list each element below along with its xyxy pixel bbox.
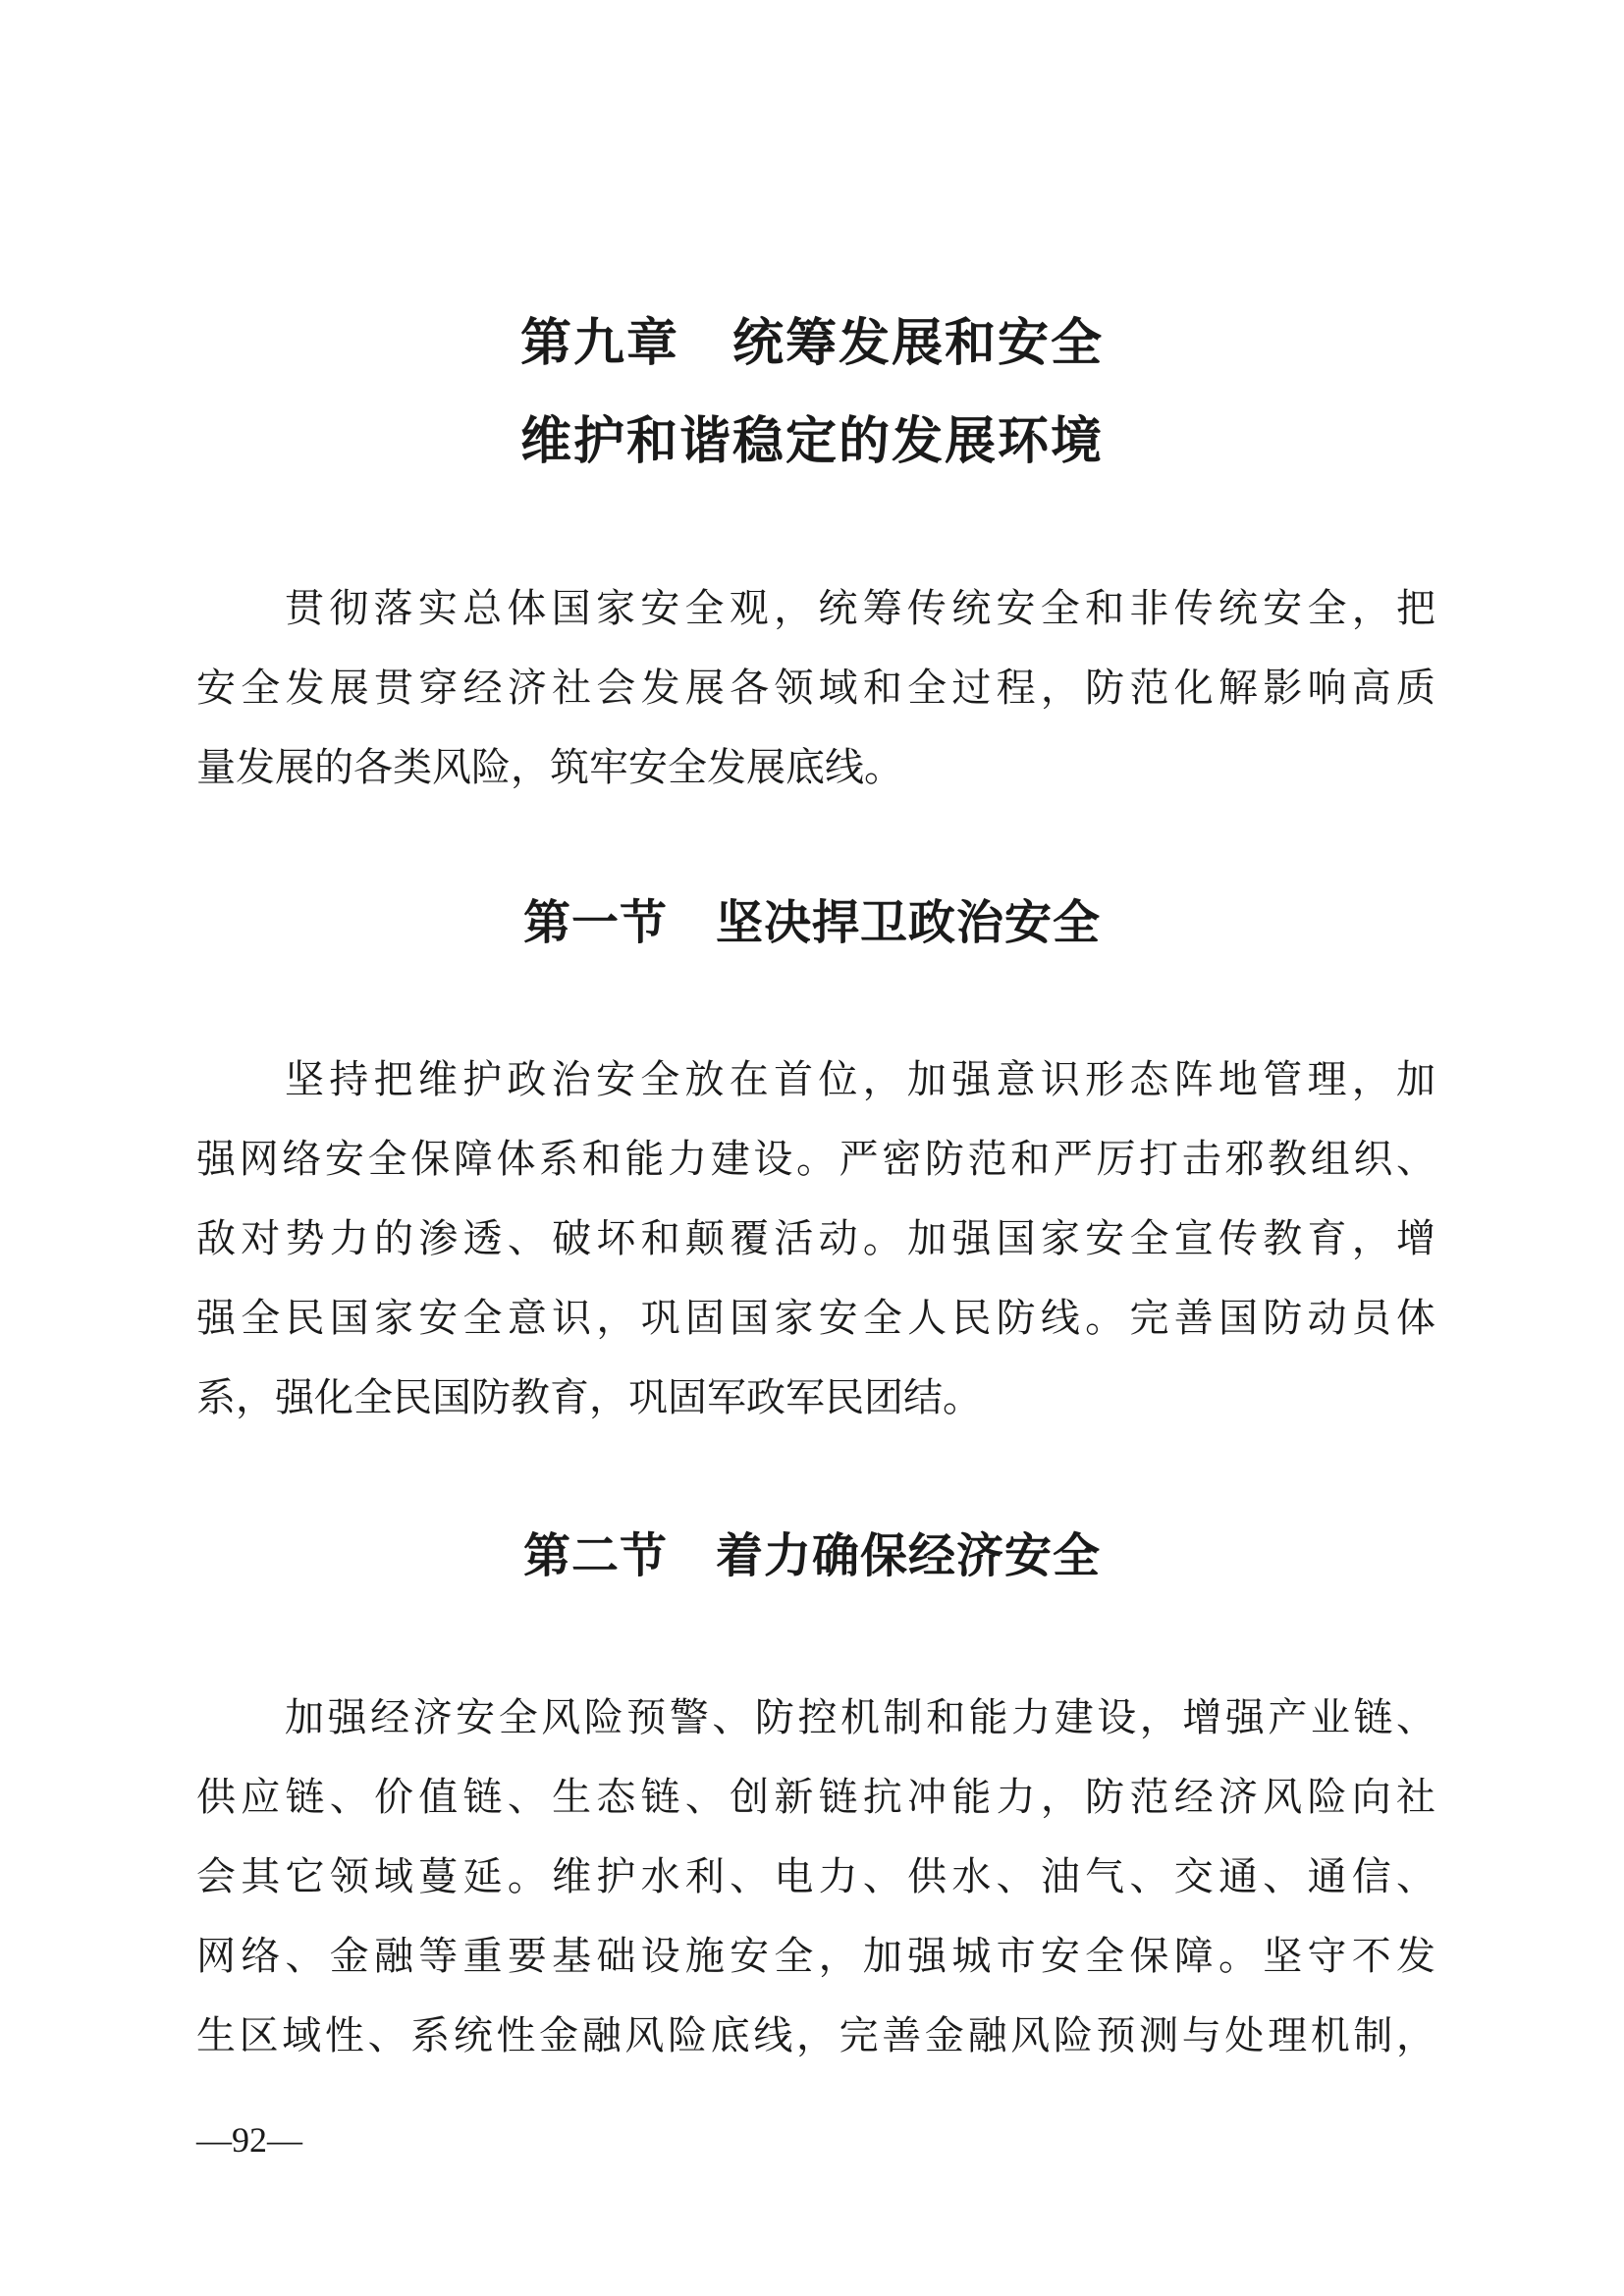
intro-line-1: 贯彻落实总体国家安全观，统筹传统安全和非传统安全，把	[285, 586, 1435, 631]
section-1-title: 第一节 坚决捍卫政治安全	[522, 895, 1101, 950]
section-1-line-2: 强网络安全保障体系和能力建设。严密防范和严厉打击邪教组织、	[196, 1137, 1435, 1182]
section-1-paragraph	[196, 1041, 1435, 1438]
section-1-line-4: 强全民国家安全意识，巩固国家安全人民防线。完善国防动员体	[196, 1296, 1435, 1341]
section-2-paragraph	[196, 1679, 1435, 2076]
intro-line-2: 安全发展贯穿经济社会发展各领域和全过程，防范化解影响高质	[196, 666, 1435, 711]
section-2-line-5: 生区域性、系统性金融风险底线，完善金融风险预测与处理机制，	[196, 2013, 1435, 2058]
section-2-line-4: 网络、金融等重要基础设施安全，加强城市安全保障。坚守不发	[196, 1934, 1435, 1979]
intro-line-3: 量发展的各类风险，筑牢安全发展底线。	[196, 745, 903, 790]
chapter-title-line-2: 维护和谐稳定的发展环境	[519, 411, 1104, 471]
section-2-line-2: 供应链、价值链、生态链、创新链抗冲能力，防范经济风险向社	[196, 1775, 1435, 1820]
section-1-line-1: 坚持把维护政治安全放在首位，加强意识形态阵地管理，加	[285, 1057, 1435, 1102]
section-2-line-3: 会其它领域蔓延。维护水利、电力、供水、油气、交通、通信、	[196, 1854, 1435, 1899]
intro-paragraph	[196, 569, 1435, 808]
chapter-title-line-1: 第九章 统筹发展和安全	[519, 313, 1104, 373]
page-number: —92—	[196, 2120, 302, 2160]
section-2-line-1: 加强经济安全风险预警、防控机制和能力建设，增强产业链、	[285, 1695, 1435, 1740]
section-2-title: 第二节 着力确保经济安全	[522, 1528, 1101, 1583]
section-1-line-3: 敌对势力的渗透、破坏和颠覆活动。加强国家安全宣传教育，增	[196, 1216, 1435, 1261]
section-1-line-5: 系，强化全民国防教育，巩固军政军民团结。	[196, 1375, 982, 1420]
